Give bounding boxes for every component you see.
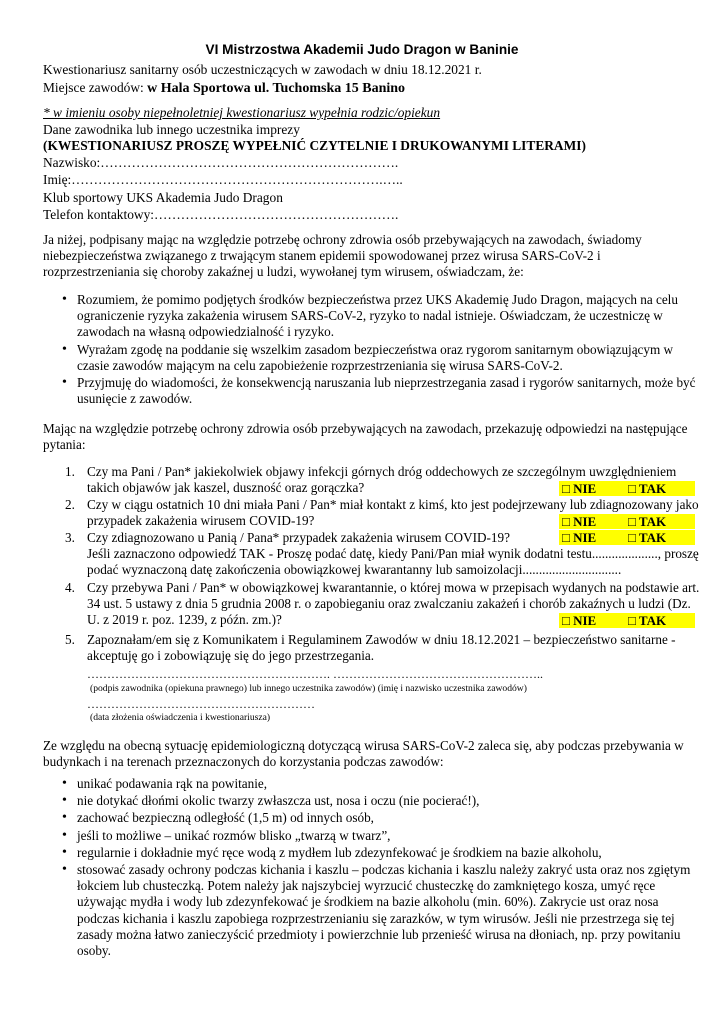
place-line — [43, 80, 405, 97]
answer-no[interactable]: □ NIE — [562, 481, 597, 496]
recommendation-item: • stosować zasady ochrony podczas kichania i kaszlu – podczas kichania i kaszlu należy zakryć usta oraz nos zgiętym łokciem lub chusteczką. Potem należy jak najszybciej wyrzucić chusteczkę do zamkniętego kosza, umyć ręce używając mydła i wody lub zdezynfekować je środkiem na bazie alkoholu (min. 60%). Zakrycie ust oraz nosa podczas kichania i kaszlu zapobiega rozprzestrzenianiu się zarazków, w tym wirusów. Jeśli nie przestrzega się tej zasady można łatwo zanieczyścić przedmioty i powierzchnie lub przenieść wirusa na dłoniach, np. przy powitaniu osoby. — [43, 862, 698, 959]
question-number: 5. — [65, 632, 75, 647]
declaration-item: • Rozumiem, że pomimo podjętych środków bezpieczeństwa przez UKS Akademię Judo Dragon, mających na celu ograniczenie ryzyka zakażenia wirusem SARS-CoV-2, ryzyko to nadal istnieje. Oświadczam, że uczestniczę w zawodach na własną odpowiedzialność i ryzyko. — [43, 292, 698, 341]
date-caption: (data złożenia oświadczenia i kwestionariusza) — [90, 712, 271, 723]
questions-intro: Mając na względzie potrzebę ochrony zdrowia osób przebywających na zawodach, przekazuję odpowiedzi na następujące pytania: — [43, 421, 688, 453]
question-text: Czy przebywa Pani / Pan* w obowiązkowej kwarantannie, o której mowa w przepisach wydanych na podstawie art. 34 ust. 5 ustawy z dnia 5 grudnia 2008 r. o zapobieganiu oraz zwalczaniu zakażeń i chorób zakaźnych u ludzi (Dz. U. z 2019 r. poz. 1239, z późn. zm.)? — [87, 580, 700, 628]
guardian-note: * w imieniu osoby niepełnoletniej kwestionariusz wypełnia rodzic/opiekun — [43, 105, 441, 120]
question-5 — [43, 632, 703, 666]
answer-box-q4[interactable] — [559, 613, 695, 628]
answer-yes[interactable]: □ TAK — [628, 514, 667, 529]
recommendation-item: • regularnie i dokładnie myć ręce wodą z mydłem lub zdezynfekować je środkiem na bazie alkoholu, — [43, 845, 698, 861]
question-text: Czy w ciągu ostatnich 10 dni miała Pani / Pan* miał kontakt z kimś, kto jest podejrzewany lub zdiagnozowany jako przypadek zakażenia wirusem COVID-19? — [87, 497, 699, 529]
recommendation-item: • zachować bezpieczną odległość (1,5 m) od innych osób, — [43, 810, 698, 826]
question-text: Czy zdiagnozowano u Panią / Pana* przypadek zakażenia wirusem COVID-19? — [87, 530, 510, 545]
club-field: Klub sportowy UKS Akademia Judo Dragon — [43, 190, 283, 205]
declaration-list — [43, 292, 698, 408]
place-value: w Hala Sportowa ul. Tuchomska 15 Banino — [147, 81, 406, 96]
recommendation-item: • jeśli to możliwe – unikać rozmów blisko „twarzą w twarz”, — [43, 828, 698, 844]
first-name-field: Imię:…………………………………………………………….….. — [43, 172, 403, 187]
answer-yes[interactable]: □ TAK — [628, 530, 667, 545]
recommendation-item: • nie dotykać dłońmi okolic twarzy zwłaszcza ust, nosa i oczu (nie pocierać!), — [43, 793, 698, 809]
phone-field: Telefon kontaktowy:………………………………………………. — [43, 207, 399, 222]
question-number: 1. — [65, 464, 75, 479]
answer-box-q1[interactable] — [559, 481, 695, 496]
place-label: Miejsce zawodów: — [43, 80, 148, 95]
declaration-item: • Wyrażam zgodę na poddanie się wszelkim zasadom bezpieczeństwa oraz rygorom sanitarnym obowiązującym w czasie zawodów mającym na celu zapobieżenie rozprzestrzeniania się wirusa SARS-CoV-2. — [43, 342, 698, 374]
answer-no[interactable]: □ NIE — [562, 613, 597, 628]
recommendations-list — [43, 776, 698, 960]
question-3-followup: Jeśli zaznaczono odpowiedź TAK - Proszę podać datę, kiedy Pani/Pan miał wynik dodatni testu...................., proszę podać wyznaczoną datę zakończenia obowiązkowej kwarantanny lub samoizolacji.............................. — [87, 546, 699, 578]
question-number: 4. — [65, 580, 75, 595]
answer-box-q2[interactable] — [559, 514, 695, 529]
answer-box-q3[interactable] — [559, 530, 695, 545]
answer-yes[interactable]: □ TAK — [628, 481, 667, 496]
document-title: VI Mistrzostwa Akademii Judo Dragon w Baninie — [205, 42, 519, 57]
answer-no[interactable]: □ NIE — [562, 514, 597, 529]
answer-no[interactable]: □ NIE — [562, 530, 597, 545]
participant-label: Dane zawodnika lub innego uczestnika imprezy — [43, 122, 300, 137]
question-number: 2. — [65, 497, 75, 512]
recommendations-intro: Ze względu na obecną sytuację epidemiologiczną dotyczącą wirusa SARS-CoV-2 zaleca się, aby podczas przebywania w budynkach i na terenach przeznaczonych do korzystania podczas zawodów: — [43, 738, 684, 770]
declaration-item: • Przyjmuję do wiadomości, że konsekwencją naruszania lub nieprzestrzegania zasad i rygorów sanitarnych, może być usunięcie z zawodów. — [43, 375, 698, 407]
answer-yes[interactable]: □ TAK — [628, 613, 667, 628]
surname-field: Nazwisko:…………………………………………………………. — [43, 155, 399, 170]
date-dots: ………………………………………………… — [87, 697, 315, 711]
declaration-paragraph: Ja niżej, podpisany mając na względzie potrzebę ochrony zdrowia osób przebywających na zawodach, świadomy niebezpieczeństwa związanego z trwającym stanem epidemii spowodowanej przez wirusa SARS-CoV-2 i rozprzestrzeniania się choroby zakaźnej u ludzi, wywołanej tym wirusem, oświadczam, że: — [43, 232, 642, 280]
questionnaire-date-line: Kwestionariusz sanitarny osób uczestniczących w zawodach w dniu 18.12.2021 r. — [43, 62, 482, 77]
signature-dots: ……………………………………………………. …………………………………………….. — [87, 667, 543, 681]
question-text: Czy ma Pani / Pan* jakiekolwiek objawy infekcji górnych dróg oddechowych ze szczególnym uwzględnieniem takich objawów jak kaszel, duszność oraz gorączka? — [87, 464, 677, 496]
question-text: Zapoznałam/em się z Komunikatem i Regulaminem Zawodów w dniu 18.12.2021 – bezpieczeństwo sanitarne - akceptuję go i zobowiązuję się do jego przestrzegania. — [87, 632, 676, 664]
signature-caption: (podpis zawodnika (opiekuna prawnego) lub innego uczestnika zawodów) (imię i nazwisko uczestnika zawodów) — [90, 683, 527, 694]
fill-instruction: (KWESTIONARIUSZ PROSZĘ WYPEŁNIĆ CZYTELNIE I DRUKOWANYMI LITERAMI) — [43, 138, 586, 153]
question-number: 3. — [65, 530, 75, 545]
recommendation-item: • unikać podawania rąk na powitanie, — [43, 776, 698, 792]
